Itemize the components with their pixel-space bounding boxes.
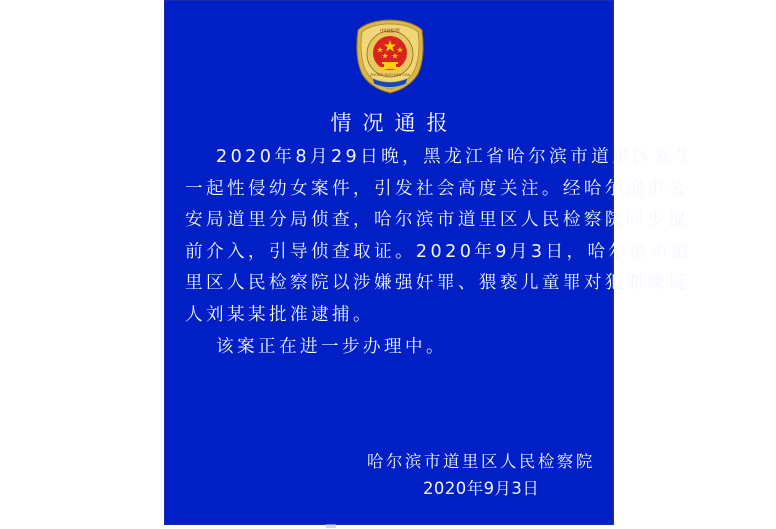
svg-text:ZHONG GUO JIAN CHA: ZHONG GUO JIAN CHA — [369, 73, 411, 77]
signature-date: 2020年9月3日 — [423, 479, 540, 498]
scan-artifact — [326, 524, 336, 528]
body-line: 一起性侵幼女案件，引发社会高度关注。经哈尔滨市公 — [185, 178, 689, 199]
signature-organization: 哈尔滨市道里区人民检察院 — [367, 452, 595, 471]
svg-text:中国检察: 中国检察 — [379, 28, 401, 35]
body-line: 前介入，引导侦查取证。2020年9月3日，哈尔滨市道 — [185, 241, 693, 262]
body-line: 2020年8月29日晚，黑龙江省哈尔滨市道里区发生 — [216, 147, 697, 167]
body-line: 安局道里分局侦查，哈尔滨市道里区人民检察院同步提 — [185, 210, 689, 231]
notice-panel — [164, 0, 697, 525]
notice-body — [185, 142, 697, 363]
body-line: 人刘某某批准逮捕。 — [185, 304, 374, 325]
signature-block — [367, 448, 595, 502]
body-line: 里区人民检察院以涉嫌强奸罪、猥亵儿童罪对犯罪嫌疑 — [185, 273, 689, 294]
notice-title: 情况通报 — [330, 111, 459, 135]
procuratorate-emblem-icon — [354, 18, 426, 94]
body-line: 该案正在进一步办理中。 — [216, 336, 447, 357]
